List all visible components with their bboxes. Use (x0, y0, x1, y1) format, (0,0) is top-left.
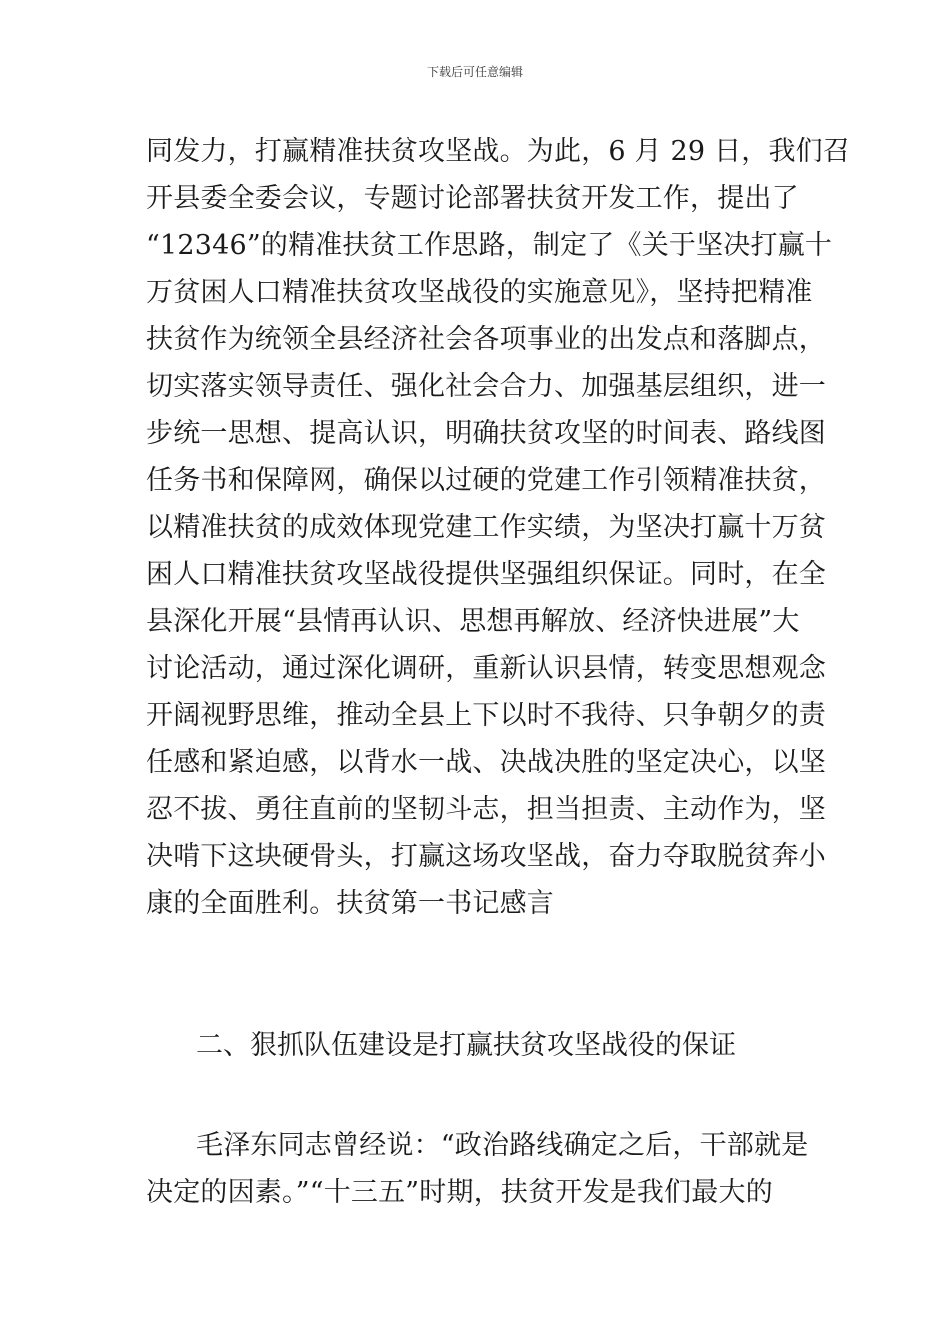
paragraph-1 (146, 128, 851, 927)
text-line: 县深化开展“县情再认识、思想再解放、经济快进展”大 (146, 606, 800, 637)
text-line: 康的全面胜利。扶贫第一书记感言 (146, 888, 554, 919)
text-line: 任感和紧迫感，以背水一战、决战决胜的坚定决心，以坚 (146, 747, 826, 778)
text-line: 决啃下这块硬骨头，打赢这场攻坚战，奋力夺取脱贫奔小 (146, 841, 826, 872)
section-heading: 二、狠抓队伍建设是打赢扶贫攻坚战役的保证 (196, 1030, 736, 1061)
text-line: “12346”的精准扶贫工作思路，制定了《关于坚决打赢十 (146, 230, 833, 261)
text-line: 扶贫作为统领全县经济社会各项事业的出发点和落脚点， (146, 324, 826, 355)
text-line: 讨论活动，通过深化调研，重新认识县情，转变思想观念 (146, 653, 826, 684)
text-line: 毛泽东同志曾经说：“政治路线确定之后，干部就是 (196, 1130, 809, 1161)
text-line: 忍不拔、勇往直前的坚韧斗志，担当担责、主动作为，坚 (146, 794, 826, 825)
text-line: 开县委全委会议，专题讨论部署扶贫开发工作，提出了 (146, 183, 799, 214)
paragraph-2 (146, 1122, 826, 1216)
text-line: 切实落实领导责任、强化社会合力、加强基层组织，进一 (146, 371, 826, 402)
text-line: 决定的因素。”“十三五”时期，扶贫开发是我们最大的 (146, 1177, 773, 1208)
text-line: 困人口精准扶贫攻坚战役提供坚强组织保证。同时，在全 (146, 559, 826, 590)
text-line: 以精准扶贫的成效体现党建工作实绩，为坚决打赢十万贫 (146, 512, 826, 543)
text-line: 开阔视野思维，推动全县上下以时不我待、只争朝夕的责 (146, 700, 826, 731)
header-note: 下载后可任意编辑 (426, 65, 523, 79)
text-line: 任务书和保障网，确保以过硬的党建工作引领精准扶贫， (146, 465, 826, 496)
text-line: 同发力，打赢精准扶贫攻坚战。为此，6 月 29 日，我们召 (146, 136, 851, 167)
text-line: 万贫困人口精准扶贫攻坚战役的实施意见》，坚持把精准 (146, 277, 813, 308)
text-line: 步统一思想、提高认识，明确扶贫攻坚的时间表、路线图 (146, 418, 826, 449)
